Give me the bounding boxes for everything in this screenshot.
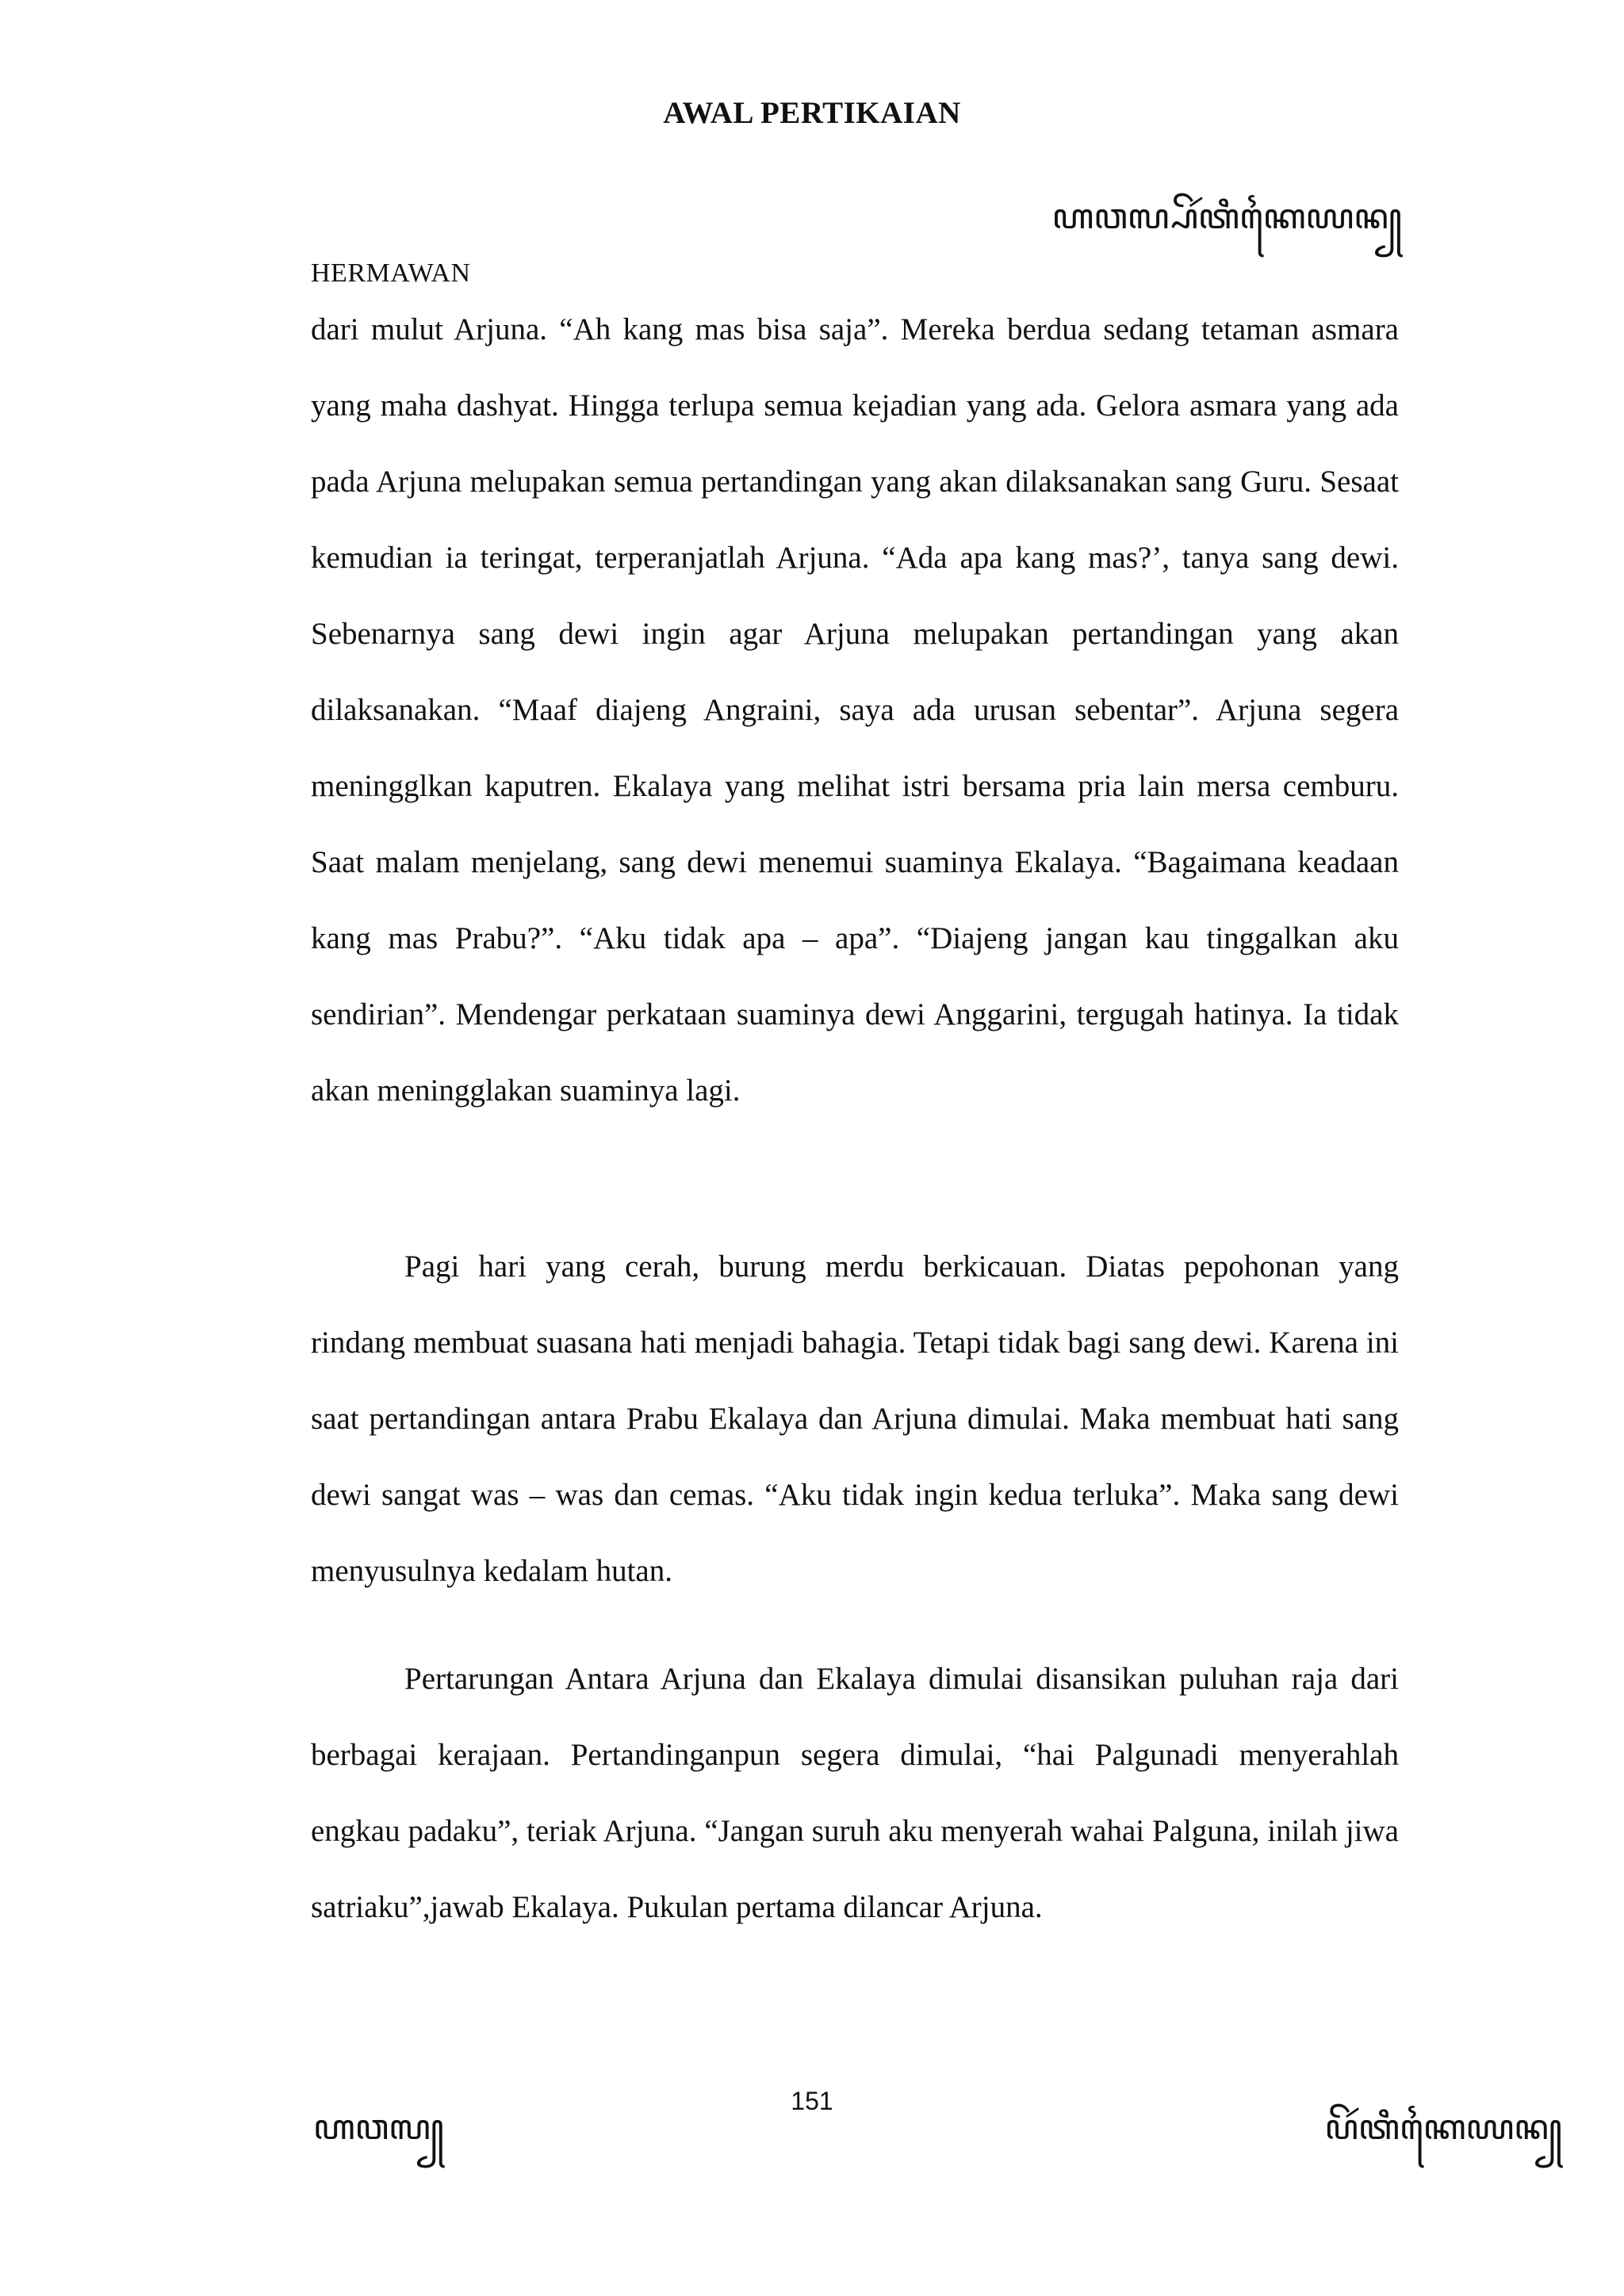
page-title: AWAL PERTIKAIAN [663, 96, 961, 130]
javanese-footer-left-script: ꦲꦮꦭ꧀ [313, 2107, 444, 2148]
author-name: HERMAWAN [311, 258, 471, 288]
body-paragraph-2 [311, 1229, 1399, 1609]
body-paragraph-3 [311, 1641, 1399, 1946]
paragraph-text: Pagi hari yang cerah, burung merdu berkicauan. Diatas pepohonan yang rindang membuat suasana hati menjadi bahagia. Tetapi tidak bagi sang dewi. Karena ini saat pertandingan antara Prabu Ekalaya dan Arjuna dimulai. Maka membuat hati sang dewi sangat was – was dan cemas. “Aku tidak ingin kedua terluka”. Maka sang dewi menyusulnya kedalam hutan. [311, 1249, 1399, 1588]
body-paragraph-1 [311, 292, 1399, 1129]
page-number: 151 [791, 2087, 833, 2115]
javanese-header-script: ꦲꦮꦭ꧀ꦥꦼꦂꦠꦶꦏꦻꦪꦤ꧀ [1051, 197, 1402, 237]
paragraph-text: dari mulut Arjuna. “Ah kang mas bisa saja”. Mereka berdua sedang tetaman asmara yang maha dashyat. Hingga terlupa semua kejadian yang ada. Gelora asmara yang ada pada Arjuna melupakan semua pertandingan yang akan dilaksanakan sang Guru. Sesaat kemudian ia teringat, terperanjatlah Arjuna. “Ada apa kang mas?’, tanya sang dewi. Sebenarnya sang dewi ingin agar Arjuna melupakan pertandingan yang akan dilaksanakan. “Maaf diajeng Angraini, saya ada urusan sebentar”. Arjuna segera meningglkan kaputren. Ekalaya yang melihat istri bersama pria lain mersa cemburu. Saat malam menjelang, sang dewi menemui suaminya Ekalaya. “Bagaimana keadaan kang mas Prabu?”. “Aku tidak apa – apa”. “Diajeng jangan kau tinggalkan aku sendirian”. Mendengar perkataan suaminya dewi Anggarini, tergugah hatinya. Ia tidak akan meningglakan suaminya lagi. [311, 312, 1399, 1108]
paragraph-text: Pertarungan Antara Arjuna dan Ekalaya dimulai disansikan puluhan raja dari berbagai kerajaan. Pertandinganpun segera dimulai, “hai Palgunadi menyerahlah engkau padaku”, teriak Arjuna. “Jangan suruh aku menyerah wahai Palguna, inilah jiwa satriaku”,jawab Ekalaya. Pukulan pertama dilancar Arjuna. [311, 1662, 1399, 1924]
javanese-footer-right-script: ꦥꦼꦂꦠꦶꦏꦻꦪꦤ꧀ [1324, 2107, 1562, 2148]
